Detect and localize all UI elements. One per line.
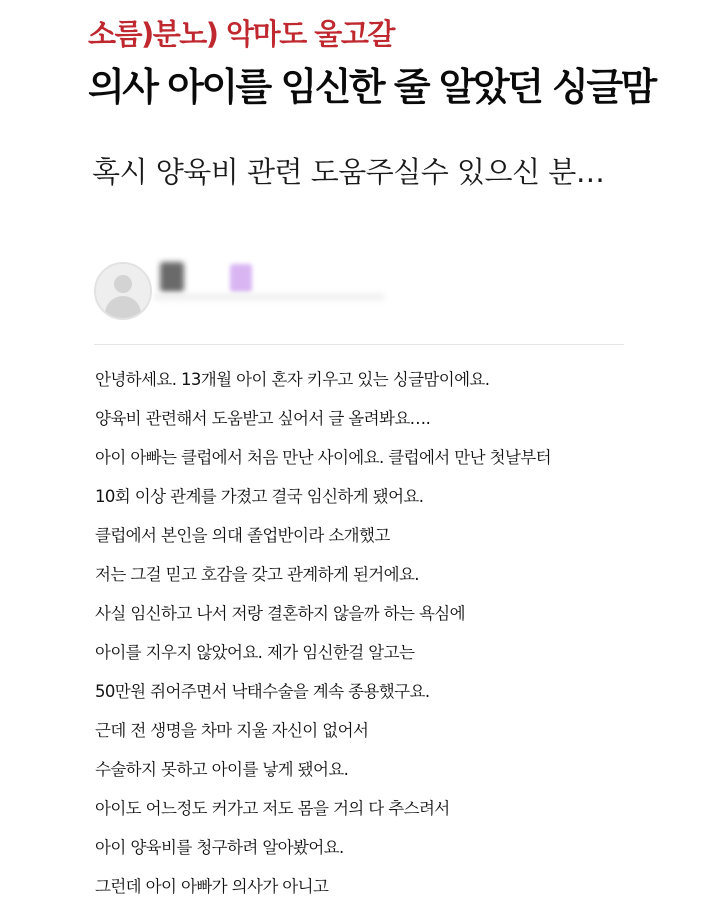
post-body-line: 클럽에서 본인을 의대 졸업반이라 소개했고 (95, 526, 390, 545)
post-body-line: 아이를 지우지 않았어요. 제가 임신한걸 알고는 (95, 643, 415, 662)
post-body-line: 그런데 아이 아빠가 의사가 아니고 (95, 877, 329, 896)
default-user-avatar-icon[interactable] (94, 262, 152, 320)
post-body-line: 50만원 쥐어주면서 낙태수술을 계속 종용했구요. (95, 682, 430, 701)
post-body-line: 아이 양육비를 청구하려 알아봤어요. (95, 838, 344, 857)
avatar-body (105, 296, 141, 320)
author-row (94, 262, 614, 322)
post-body-line: 양육비 관련해서 도움받고 싶어서 글 올려봐요…. (95, 409, 431, 428)
post-body-line: 안녕하세요. 13개월 아이 혼자 키우고 있는 싱글맘이에요. (95, 370, 490, 389)
blurred-author-meta (154, 294, 384, 300)
blurred-author-badge (230, 264, 252, 292)
headline-banner (88, 14, 708, 112)
post-body (95, 367, 695, 913)
banner-title: 의사 아이를 임신한 줄 알았던 싱글맘 (88, 65, 655, 109)
post-body-line: 수술하지 못하고 아이를 낳게 됐어요. (95, 760, 349, 779)
post-body-line: 근데 전 생명을 차마 지울 자신이 없어서 (95, 721, 369, 740)
post-title: 혹시 양육비 관련 도움주실수 있으신 분… (92, 155, 605, 189)
post-body-line: 사실 임신하고 나서 저랑 결혼하지 않을까 하는 욕심에 (95, 604, 465, 623)
post-body-line: 아이도 어느정도 커가고 저도 몸을 거의 다 추스려서 (95, 799, 450, 818)
avatar-head (114, 275, 132, 293)
banner-subtitle: 소름)분노) 악마도 울고갈 (88, 17, 394, 51)
post-body-line: 저는 그걸 믿고 호감을 갖고 관계하게 된거에요. (95, 565, 419, 584)
post-body-line: 10회 이상 관계를 가졌고 결국 임신하게 됐어요. (95, 487, 424, 506)
blurred-author-name[interactable] (160, 262, 184, 292)
post-body-line: 아이 아빠는 클럽에서 처음 만난 사이에요. 클럽에서 만난 첫날부터 (95, 448, 551, 467)
divider (94, 344, 624, 345)
